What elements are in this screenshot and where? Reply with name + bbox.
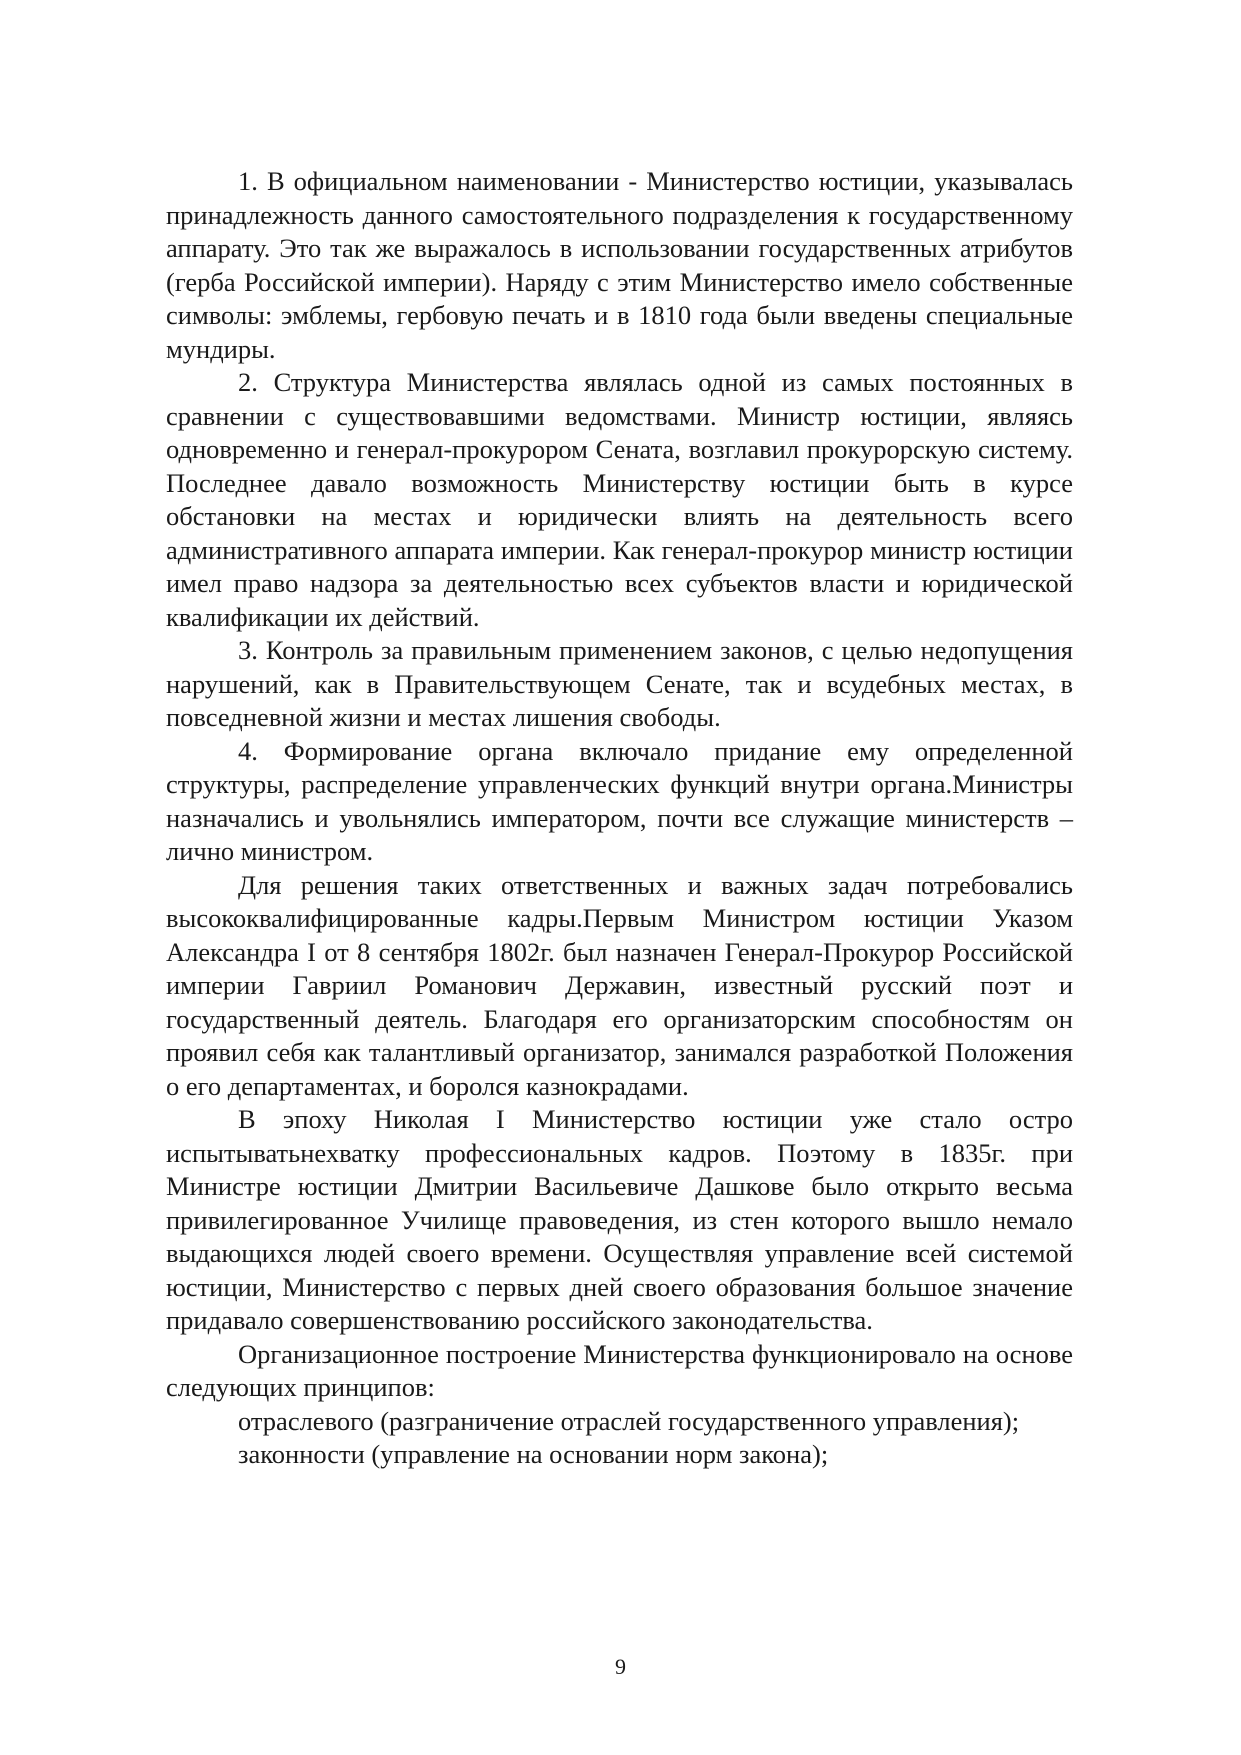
- paragraph-9: законности (управление на основании норм закона);: [238, 1439, 829, 1469]
- paragraph-3: 3. Контроль за правильным применением законов, с целью недопущения нарушений, как в Правительствующем Сенате, так и всудебных местах, в повседневной жизни и местах лишения свободы.: [166, 635, 1073, 732]
- page-number: 9: [615, 1654, 626, 1679]
- paragraph-8: отраслевого (разграничение отраслей государственного управления);: [238, 1405, 1020, 1436]
- paragraph-6: В эпоху Николая I Министерство юстиции уже стало остро испытыватьнехватку профессиональных кадров. Поэтому в 1835г. при Министре юстиции Дмитрии Васильевиче Дашкове было открыто весьма привилегированное Училище правоведения, из стен которого вышло немало выдающихся людей своего времени. Осуществляя управление всей системой юстиции, Министерство с первых дней своего образования большое значение придавало совершенствованию российского законодательства.: [166, 1104, 1073, 1335]
- paragraph-5: Для решения таких ответственных и важных задач потребовались высококвалифицированные кадры.Первым Министром юстиции Указом Александра I от 8 сентября 1802г. был назначен Генерал-Прокурор Российской империи Гавриил Романович Державин, известный русский поэт и государственный деятель. Благодаря его организаторским способностям он проявил себя как талантливый организатор, занимался разработкой Положения о его департаментах, и боролся казнокрадами.: [166, 869, 1073, 1101]
- paragraph-4: 4. Формирование органа включало придание ему определенной структуры, распределение управленческих функций внутри органа.Министры назначались и увольнялись императором, почти все служащие министерств – лично министром.: [166, 735, 1073, 866]
- body-text: [166, 165, 1073, 1472]
- paragraph-7: Организационное построение Министерства функционировало на основе следующих принципов:: [166, 1338, 1073, 1402]
- paragraph-1: 1. В официальном наименовании - Министерство юстиции, указывалась принадлежность данного самостоятельного подразделения к государственному аппарату. Это так же выражалось в использовании государственных атрибутов (герба Российской империи). Наряду с этим Министерство имело собственные символы: эмблемы, гербовую печать и в 1810 года были введены специальные мундиры.: [166, 166, 1073, 364]
- paragraph-2: 2. Структура Министерства являлась одной из самых постоянных в сравнении с существовавшими ведомствами. Министр юстиции, являясь одновременно и генерал-прокурором Сената, возглавил прокурорскую систему. Последнее давало возможность Министерству юстиции быть в курсе обстановки на местах и юридически влиять на деятельность всего административного аппарата империи. Как генерал-прокурор министр юстиции имел право надзора за деятельностью всех субъектов власти и юридической квалификации их действий.: [166, 367, 1073, 632]
